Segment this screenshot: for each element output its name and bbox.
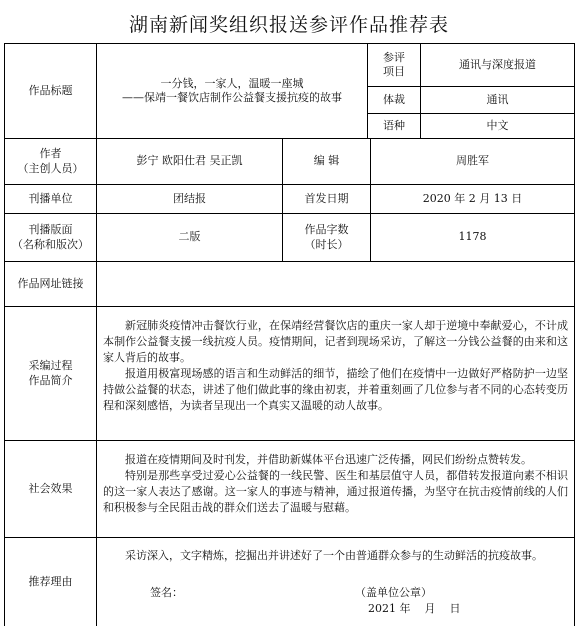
- page-value: 二版: [178, 230, 201, 244]
- summary-paragraph-1: 新冠肺炎疫情冲击餐饮行业，在保靖经营餐饮店的重庆一家人却于逆境中奉献爱心，不计成本制作公益餐支援一线抗疫人员。疫情期间，记者到现场采访，了解这一分钱公益餐的由来和这家人背后的故事。: [103, 319, 568, 364]
- publisher-label: 刊播单位: [28, 191, 73, 205]
- work-title-line1: 一分钱，一家人，温暖一座城: [160, 76, 304, 90]
- page-label: 刊播版面 （名称和版次）: [12, 223, 89, 251]
- editor-label: 编 辑: [313, 154, 340, 168]
- word-count-value: 1178: [458, 230, 487, 244]
- reason-paragraph: 采访深入，文字精炼，挖掘出并讲述好了一个由普通群众参与的生动鲜活的抗疫故事。: [125, 549, 543, 562]
- effect-paragraph-2: 特别是那些享受过爱心公益餐的一线民警、医生和基层值守人员，都借转发报道向素不相识的这一家人表达了感谢。这一家人的事迹与精神，通过报道传播，为坚守在抗击疫情前线的人们和积极参与全民阻击战的群众们送去了温暖与慰藉。: [103, 469, 568, 514]
- page-title: 湖南新闻奖组织报送参评作品推荐表: [128, 14, 449, 36]
- genre-label: 体裁: [383, 92, 405, 106]
- effect-paragraph-1: 报道在疫情期间及时刊发，并借助新媒体平台迅速广泛传播，网民们纷纷点赞转发。: [125, 453, 532, 466]
- effect-body: [97, 452, 574, 536]
- signature-label: 签名：: [150, 586, 183, 599]
- first-date-value: 2020 年 2 月 13 日: [422, 191, 523, 205]
- link-label: 作品网址链接: [17, 276, 84, 290]
- publisher-value: 团结报: [173, 191, 206, 205]
- language-value: 中文: [486, 118, 509, 132]
- summary-body: [97, 318, 574, 438]
- genre-value: 通讯: [486, 92, 509, 106]
- work-title-value: [97, 44, 367, 138]
- work-title-line2: ——保靖一餐饮店制作公益餐支援抗疫的故事: [122, 91, 342, 104]
- category-label: 参评 项目: [383, 50, 405, 78]
- category-value: 通讯与深度报道: [459, 57, 536, 71]
- col-line: [574, 43, 575, 626]
- summary-paragraph-2: 报道用极富现场感的语言和生动鲜活的细节，描绘了他们在疫情中一边做好严格防护一边坚持做公益餐的状态，讲述了他们做此事的缘由初衷，并着重刻画了几位参与者不同的心态转变历程和深刻感悟，为读者呈现出一个真实又温暖的动人故事。: [103, 367, 568, 412]
- link-value[interactable]: [97, 262, 574, 306]
- reason-label: 推荐理由: [28, 574, 73, 588]
- author-label: 作者 （主创人员）: [17, 147, 84, 175]
- effect-label: 社会效果: [28, 481, 73, 495]
- reason-body: [97, 548, 574, 588]
- first-date-label: 首发日期: [304, 191, 349, 205]
- language-label: 语种: [383, 118, 405, 132]
- reason-date: 2021 年 月 日: [368, 602, 461, 615]
- editor-value: 周胜军: [456, 154, 489, 168]
- seal-note: （盖单位公章）: [355, 586, 432, 599]
- work-title-label: 作品标题: [28, 83, 73, 97]
- word-count-label: 作品字数 （时长）: [304, 223, 349, 251]
- author-value: 彭宁 欧阳仕君 吴正凯: [136, 154, 243, 168]
- summary-label: 采编过程 作品简介: [28, 359, 73, 387]
